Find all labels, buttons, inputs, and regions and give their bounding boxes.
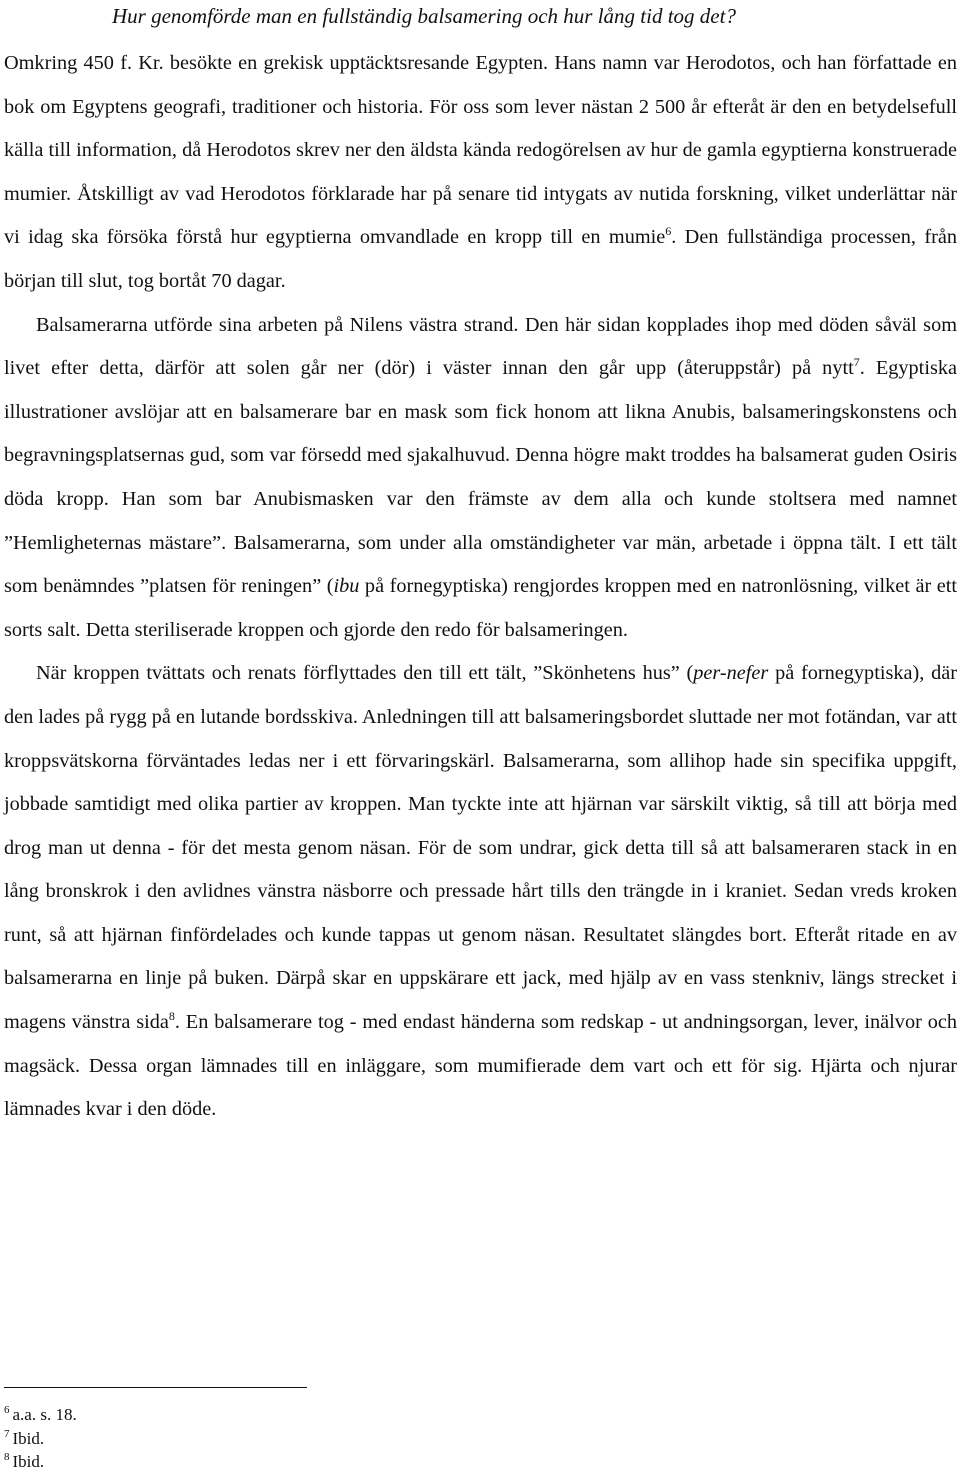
footnote-text: a.a. s. 18. xyxy=(12,1405,77,1424)
body-text xyxy=(4,42,957,1132)
footnote-text: Ibid. xyxy=(12,1428,45,1448)
footnotes xyxy=(4,1403,77,1474)
footnote-6 xyxy=(4,1403,77,1427)
footnote-7 xyxy=(4,1427,77,1451)
footnote-8 xyxy=(4,1450,77,1474)
paragraph-1 xyxy=(4,42,957,304)
footnote-ref-6: 6 xyxy=(665,224,672,239)
footnote-number: 6 xyxy=(4,1404,10,1417)
footnote-ref-8: 8 xyxy=(168,1009,175,1024)
section-heading: Hur genomförde man en fullständig balsamering och hur lång tid tog det? xyxy=(112,4,736,28)
footnote-number: 7 xyxy=(4,1427,10,1440)
paragraph-3-text-b: på fornegyptiska), där den lades på rygg på en lutande bordsskiva. Anledningen till att balsameringsbordet sluttade ner mot fotändan, var att kroppsvätskorna förväntades ledas ner i ett förvaringskärl. Balsamerarna, som allihop hade sin specifika uppgift, jobbade samtidigt med olika partier av kroppen. Man tyckte inte att hjärnan var särskilt viktig, så till att börja med drog man ut denna - för det mesta genom näsan. För de som undrar, gick detta till så att balsameraren stack in en lång bronskrok i den avlidnes vänstra näsborre och pressade hårt tills den trängde in i kraniet. Sedan vreds kroken runt, så att hjärnan finfördelades och kunde tappas ut genom näsan. Resultatet slängdes bort. Efteråt ritade en av balsamerarna en linje på buken. Därpå skar en uppskärare ett jack, med hjälp av en vass stenkniv, längs strecket i magens vänstra sida xyxy=(4,662,957,1034)
footnote-ref-7: 7 xyxy=(853,355,860,370)
paragraph-2 xyxy=(4,304,957,653)
paragraph-2-text-c: på fornegyptiska) rengjordes kroppen med en natronlösning, vilket är ett sorts salt. Detta steriliserade kroppen och gjorde den redo för balsameringen. xyxy=(4,575,957,641)
footnote-text: Ibid. xyxy=(12,1452,45,1471)
paragraph-3-text-a: När kroppen tvättats och renats förflyttades den till ett tält, ”Skönhetens hus” ( xyxy=(36,662,694,685)
paragraph-1-text-a: Omkring 450 f. Kr. besökte en grekisk upptäcktsresande Egypten. Hans namn var Herodotos, och han författade en bok om Egyptens geografi, traditioner och historia. För oss som lever nästan 2 500 år efteråt är den en betydelsefull källa till information, då Herodotos skrev ner den äldsta kända redogörelsen av hur de gamla egyptierna konstruerade mumier. Åtskilligt av vad Herodotos förklarade har på senare tid intygats av nutida forskning, vilket underlättar när vi idag ska försöka förstå hur egyptierna omvandlade en kropp till en mumie xyxy=(4,52,957,249)
paragraph-2-text-a: Balsamerarna utförde sina arbeten på Nilens västra strand. Den här sidan kopplades ihop med döden såväl som livet efter detta, därför att solen går ner (dör) i väster innan den går upp (återuppstår) på nytt xyxy=(4,313,957,380)
paragraph-2-text-b: . Egyptiska illustrationer avslöjar att en balsamerare bar en mask som fick honom att likna Anubis, balsameringskonstens och begravningsplatsernas gud, som var försedd med sjakalhuvud. Denna högre makt troddes ha balsamerat guden Osiris döda kropp. Han som bar Anubismasken var den främste av dem alla och kunde stoltsera med namnet ”Hemligheternas mästare”. Balsamerarna, som under alla omständigheter var män, arbetade i öppna tält. I ett tält som benämndes ”platsen för reningen” ( xyxy=(4,357,957,598)
paragraph-3 xyxy=(4,652,957,1132)
footnote-number: 8 xyxy=(4,1451,10,1464)
italic-term-per-nefer: per-nefer xyxy=(693,662,769,685)
italic-term-ibu: ibu xyxy=(333,575,360,598)
paragraph-1-text-b: . Den fullständiga processen, från början till slut, tog bortåt 70 dagar. xyxy=(4,226,957,292)
paragraph-3-text-c: . En balsamerare tog - med endast händerna som redskap - ut andningsorgan, lever, inälvor och magsäck. Dessa organ lämnades till en inläggare, som mumifierade dem vart och ett för sig. Hjärta och njurar lämnades kvar i den döde. xyxy=(4,1011,957,1121)
footnote-separator xyxy=(4,1387,307,1388)
